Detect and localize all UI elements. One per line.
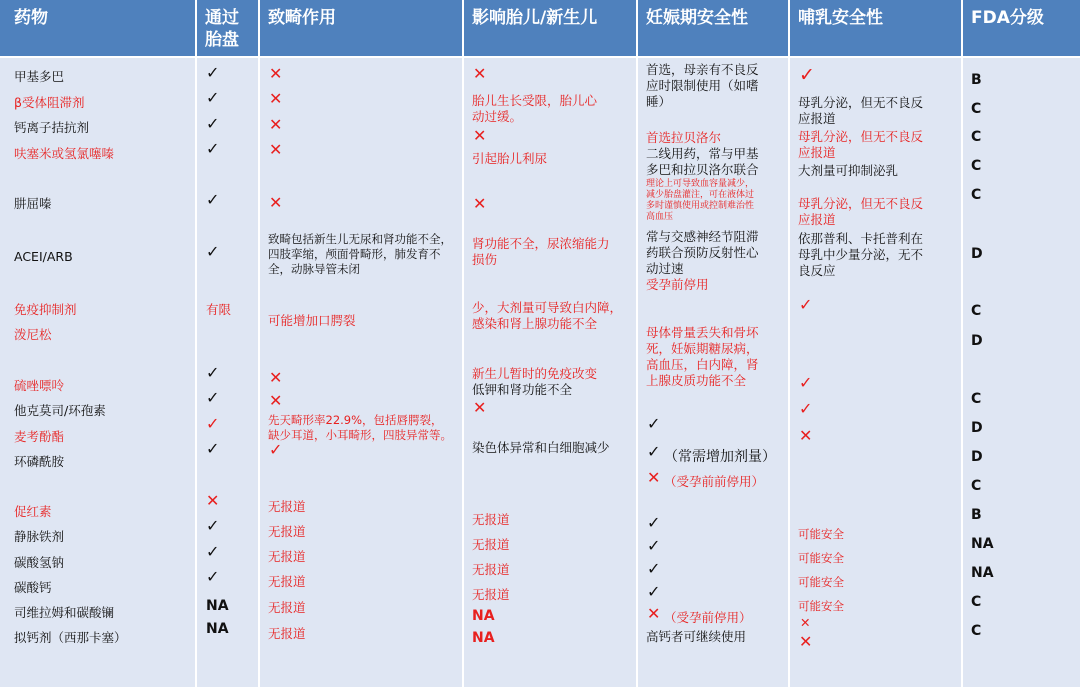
lactation-text: 可能安全: [798, 575, 844, 589]
teratogenic-text: 无报道: [268, 626, 306, 641]
fda-grade: NA: [971, 565, 994, 581]
lactation-text: 大剂量可抑制泌乳: [798, 163, 899, 178]
drug-name: 甲基多巴: [14, 69, 65, 84]
pregnancy-text: 首选，母亲有不良反 应时限制使用（如嗜 睡）: [646, 62, 759, 109]
check-icon: ✓: [647, 536, 661, 555]
header-fetal-effect: 影响胎儿/新生儿: [472, 8, 598, 28]
cross-icon: ✕: [473, 194, 487, 213]
check-icon: ✓: [206, 516, 220, 535]
fetal-text: 引起胎儿利尿: [472, 151, 548, 166]
header-fda: FDA分级: [971, 8, 1044, 28]
check-icon: ✓: [206, 542, 220, 561]
check-icon: ✓: [799, 295, 813, 314]
pregnancy-text: 常与交感神经节阻滞 药联合预防反射性心 动过速: [646, 229, 759, 276]
cross-icon: ✕: [269, 193, 283, 212]
pregnancy-text: （受孕前停用）: [664, 610, 752, 625]
teratogenic-text: 无报道: [268, 524, 306, 539]
drug-name: 拟钙剂（西那卡塞）: [14, 630, 127, 645]
check-icon: ✓: [206, 242, 220, 261]
lactation-text: 可能安全: [798, 551, 844, 565]
fda-grade: D: [971, 246, 983, 262]
drug-name: ACEI/ARB: [14, 249, 73, 264]
header-placenta: 通过 胎盘: [205, 8, 239, 50]
column-divider: [961, 0, 963, 687]
drug-name: 免疫抑制剂: [14, 302, 77, 317]
check-icon: ✓: [206, 63, 220, 82]
pregnancy-text: 首选拉贝洛尔: [646, 130, 722, 145]
fetal-text: NA: [472, 630, 495, 646]
teratogenic-text: 无报道: [268, 549, 306, 564]
fda-grade: D: [971, 420, 983, 436]
fda-grade: D: [971, 333, 983, 349]
check-icon: ✓: [647, 513, 661, 532]
fda-grade: B: [971, 72, 982, 88]
check-icon: ✓: [647, 414, 661, 433]
header-divider: [0, 56, 1080, 58]
drug-name: 硫唑嘌呤: [14, 378, 65, 393]
lactation-text: 依那普利、卡托普利在 母乳中少量分泌，无不 良反应: [798, 231, 924, 278]
lactation-text: 母乳分泌，但无不良反 应报道: [798, 196, 924, 227]
fda-grade: D: [971, 449, 983, 465]
drug-name: β受体阻滞剂: [14, 95, 85, 110]
check-icon: ✓: [647, 582, 661, 601]
header-drug: 药物: [14, 8, 48, 28]
drug-name: 他克莫司/环孢素: [14, 403, 106, 418]
fetal-text: 胎儿生长受限，胎儿心 动过缓。: [472, 93, 598, 124]
fetal-text: 无报道: [472, 587, 510, 602]
pregnancy-text: 理论上可导致血容量减少， 减少胎盘灌注，可在液体过 多时谨慎使用或控制难治性 高血压: [646, 179, 755, 222]
cross-icon: ✕: [269, 391, 283, 410]
lactation-text: 母乳分泌，但无不良反 应报道: [798, 129, 924, 160]
cross-icon: ✕: [473, 126, 487, 145]
check-icon: ✓: [799, 373, 813, 392]
fetal-text: 无报道: [472, 537, 510, 552]
lactation-text: 可能安全: [798, 527, 844, 541]
drug-name: 麦考酚酯: [14, 429, 65, 444]
pregnancy-text: 二线用药，常与甲基 多巴和拉贝洛尔联合: [646, 146, 759, 177]
check-icon: ✓: [647, 442, 661, 461]
fda-grade: C: [971, 101, 982, 117]
teratogenic-text: 可能增加口腭裂: [268, 313, 356, 328]
cross-icon: ✕: [269, 64, 283, 83]
drug-name: 肼屈嗪: [14, 196, 52, 211]
fda-grade: C: [971, 391, 982, 407]
fda-grade: B: [971, 507, 982, 523]
cross-icon: ✕: [800, 615, 811, 630]
cross-icon: ✕: [799, 632, 813, 651]
teratogenic-text: 无报道: [268, 499, 306, 514]
drug-name: 碳酸钙: [14, 580, 52, 595]
check-icon: ✓: [647, 559, 661, 578]
check-icon: ✓: [206, 363, 220, 382]
column-divider: [788, 0, 790, 687]
fetal-text: 新生儿暂时的免疫改变: [472, 366, 598, 381]
lactation-text: 母乳分泌，但无不良反 应报道: [798, 95, 924, 126]
drug-name: 静脉铁剂: [14, 529, 65, 544]
drug-name: 司维拉姆和碳酸镧: [14, 605, 115, 620]
check-icon: ✓: [206, 414, 220, 433]
lactation-text: 可能安全: [798, 599, 844, 613]
check-icon: ✓: [206, 190, 220, 209]
check-icon: ✓: [206, 139, 220, 158]
fda-grade: C: [971, 478, 982, 494]
check-icon: ✓: [206, 567, 220, 586]
pregnancy-text: 母体骨量丢失和骨坏 死，妊娠期糖尿病， 高血压，白内障，肾 上腺皮质功能不全: [646, 325, 759, 388]
placenta-value: 有限: [206, 302, 232, 317]
drug-name: 钙离子拮抗剂: [14, 120, 90, 135]
check-icon: ✓: [206, 439, 220, 458]
placenta-value: NA: [206, 621, 229, 637]
check-icon: ✓: [269, 440, 283, 459]
fda-grade: C: [971, 187, 982, 203]
placenta-value: NA: [206, 598, 229, 614]
cross-icon: ✕: [269, 368, 283, 387]
cross-icon: ✕: [647, 604, 661, 623]
check-icon: ✓: [206, 114, 220, 133]
header-teratogenic: 致畸作用: [268, 8, 336, 28]
pregnancy-text: （受孕前前停用）: [664, 474, 765, 489]
drug-name: 碳酸氢钠: [14, 555, 65, 570]
column-divider: [636, 0, 638, 687]
cross-icon: ✕: [473, 64, 487, 83]
fetal-text: 低钾和肾功能不全: [472, 382, 573, 397]
cross-icon: ✕: [647, 468, 661, 487]
cross-icon: ✕: [206, 491, 220, 510]
teratogenic-text: 无报道: [268, 574, 306, 589]
cross-icon: ✕: [473, 398, 487, 417]
pregnancy-text: 受孕前停用: [646, 277, 709, 292]
fda-grade: C: [971, 623, 982, 639]
pregnancy-text: （常需增加剂量）: [664, 449, 776, 465]
drug-name: 泼尼松: [14, 327, 52, 342]
fetal-text: 少，大剂量可导致白内障， 感染和肾上腺功能不全: [472, 300, 623, 331]
column-divider: [258, 0, 260, 687]
column-divider: [462, 0, 464, 687]
fetal-text: 无报道: [472, 512, 510, 527]
check-icon: ✓: [799, 399, 813, 418]
check-icon: ✓: [206, 88, 220, 107]
teratogenic-text: 先天畸形率22.9%，包括唇腭裂， 缺少耳道，小耳畸形，四肢异常等。: [268, 413, 452, 442]
drug-name: 促红素: [14, 504, 52, 519]
pregnancy-text: 高钙者可继续使用: [646, 629, 747, 644]
drug-name: 呋塞米或氢氯噻嗪: [14, 146, 115, 161]
fda-grade: C: [971, 594, 982, 610]
teratogenic-text: 无报道: [268, 600, 306, 615]
cross-icon: ✕: [269, 89, 283, 108]
fetal-text: 无报道: [472, 562, 510, 577]
fetal-text: 染色体异常和白细胞减少: [472, 440, 610, 455]
header-pregnancy-safety: 妊娠期安全性: [646, 8, 748, 28]
teratogenic-text: 致畸包括新生儿无尿和肾功能不全， 四肢挛缩，颅面骨畸形，肺发育不 全，动脉导管未闭: [268, 232, 452, 276]
cross-icon: ✕: [799, 426, 813, 445]
drug-name: 环磷酰胺: [14, 454, 65, 469]
fetal-text: NA: [472, 608, 495, 624]
check-icon: ✓: [206, 388, 220, 407]
fda-grade: C: [971, 158, 982, 174]
cross-icon: ✕: [269, 140, 283, 159]
fda-grade: C: [971, 303, 982, 319]
fda-grade: C: [971, 129, 982, 145]
fetal-text: 肾功能不全，尿浓缩能力 损伤: [472, 236, 610, 267]
check-icon: ✓: [799, 64, 815, 86]
column-divider: [195, 0, 197, 687]
fda-grade: NA: [971, 536, 994, 552]
header-lactation-safety: 哺乳安全性: [798, 8, 883, 28]
cross-icon: ✕: [269, 115, 283, 134]
